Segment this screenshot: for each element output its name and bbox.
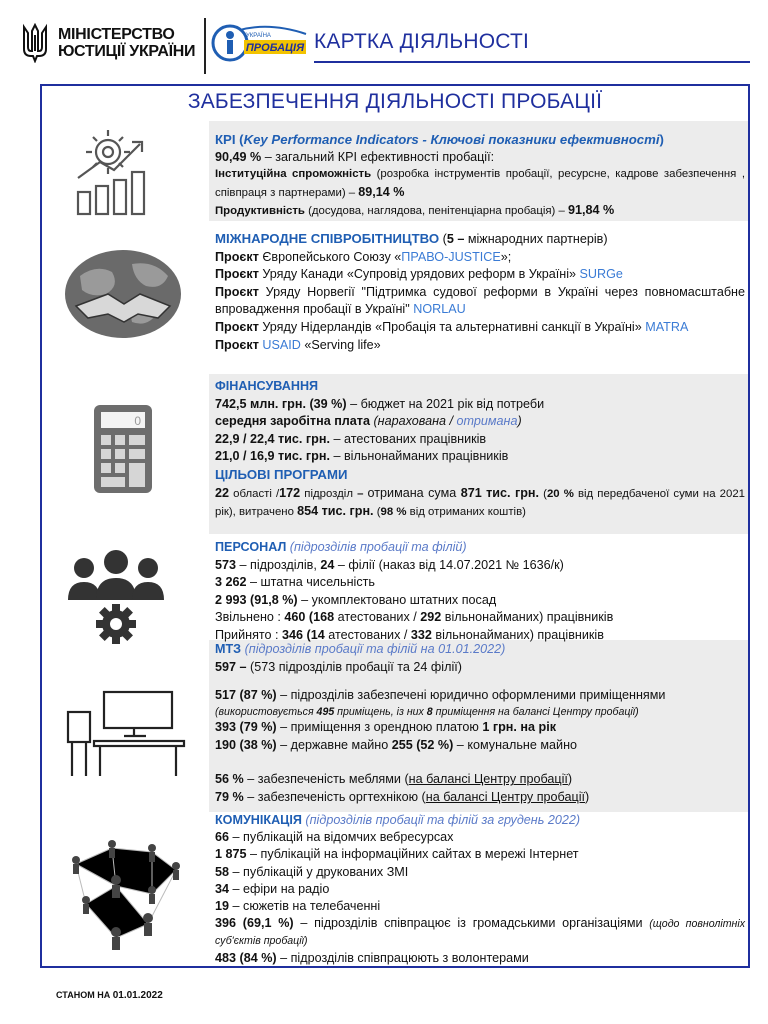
card-title: КАРТКА ДІЯЛЬНОСТІ xyxy=(314,30,530,53)
units-value: 573 xyxy=(215,557,237,572)
intl-section: МІЖНАРОДНЕ СПІВРОБІТНИЦТВО (5 – міжнародних партнерів) Проєкт Європейського Союзу «ПРАВО-JUSTICE»; Проєкт Уряду Канади «Супровід урядових реформ в Україні» SURGe Проєкт Уряду Норвегії "Підтримка судової реформи в Україні через повномасштабне впровадження пробації в Україні" NORLAU Проєкт Уряду Нідерландів «Пробація та альтернативні санкції в Україні» MATRA Проєкт USAID «Serving life» xyxy=(215,231,745,352)
budget-value: 742,5 млн. грн. (39 %) xyxy=(215,396,347,411)
kpi-section xyxy=(215,131,745,221)
project-5-name: USAID xyxy=(262,337,301,352)
print-publications-text: – публікацій у друкованих ЗМІ xyxy=(229,864,409,879)
salary-certified-value: 22,9 / 22,4 тис. грн. xyxy=(215,431,330,446)
title-underline xyxy=(314,61,750,63)
intl-count-text: міжнародних партнерів) xyxy=(464,232,608,246)
dismissed-label: Звільнено : xyxy=(215,610,285,625)
project-1-name: ПРАВО-JUSTICE xyxy=(401,249,501,264)
people-gear-icon xyxy=(64,548,168,648)
project-5-text: «Serving life» xyxy=(300,337,381,352)
dismissed-text-1: атестованих / xyxy=(334,610,421,625)
desk-computer-icon xyxy=(64,686,196,780)
project-3-label: Проєкт xyxy=(215,284,259,299)
premises-count: 495 xyxy=(316,705,335,718)
network-people-icon xyxy=(56,834,188,952)
rent-value: 393 (79 %) xyxy=(215,720,277,735)
equipment-value: 79 % xyxy=(215,790,244,805)
svg-text:0: 0 xyxy=(134,414,141,428)
globe-handshake-icon xyxy=(62,246,184,342)
mtz-section xyxy=(215,641,745,807)
hired-label: Прийнято : xyxy=(215,627,283,642)
programs-text-4: ( xyxy=(539,487,547,500)
programs-text-7: від отриманих коштів) xyxy=(406,506,526,519)
kpi-heading-b: Key Performance Indicators - Ключові показники ефективності xyxy=(243,132,660,147)
gear-chart-icon xyxy=(70,124,162,220)
municipal-property-value: 255 (52 %) xyxy=(391,737,454,752)
ministry-line-1: МІНІСТЕРСТВО xyxy=(58,26,175,43)
equipment-end: ) xyxy=(585,790,590,805)
logo-text: ПРОБАЦІЯ xyxy=(245,42,305,54)
salary-hired-value: 21,0 / 16,9 тис. грн. xyxy=(215,449,330,464)
dismissed-hired: 292 xyxy=(420,610,442,625)
equipment-text: – забезпеченість оргтехнікою ( xyxy=(243,790,426,805)
probation-logo-icon xyxy=(210,20,308,66)
radio-text: – ефіри на радіо xyxy=(229,881,330,896)
project-5-label: Проєкт xyxy=(215,337,259,352)
salary-certified-text: – атестованих працівників xyxy=(329,431,487,446)
dismissed-value: 460 (168 xyxy=(284,610,335,625)
page-header xyxy=(0,0,768,80)
internet-publications-text: – публікацій на інформаційних сайтах в мережі Інтернет xyxy=(246,847,579,862)
staff-heading: ПЕРСОНАЛ xyxy=(215,540,287,554)
rent-price: 1 грн. на рік xyxy=(482,720,556,735)
internet-publications-value: 1 875 xyxy=(215,847,247,862)
premises-balance: 8 xyxy=(426,705,433,718)
print-publications-value: 58 xyxy=(215,864,230,879)
kpi-capacity-text: (розробка інструментів пробації, ресурсне, кадрове забезпечення , співпраця з партнерами) – xyxy=(215,168,745,199)
premises-text: – підрозділів забезпечені юридично оформленими приміщеннями xyxy=(276,688,666,703)
salary-note-2: отримана xyxy=(456,414,518,429)
kpi-total-value: 90,49 % xyxy=(215,149,262,164)
programs-text-2: підрозділ xyxy=(300,487,353,500)
project-1-text: Європейського Союзу « xyxy=(258,249,402,264)
programs-dash: – xyxy=(352,487,368,500)
municipal-property-text: – комунальне майно xyxy=(453,737,578,752)
staffed-text: – укомплектовано штатних посад xyxy=(297,592,497,607)
volunteers-value: 483 (84 %) xyxy=(215,950,277,965)
main-title: ЗАБЕЗПЕЧЕННЯ ДІЯЛЬНОСТІ ПРОБАЦІЇ xyxy=(187,90,603,113)
ministry-name xyxy=(58,26,195,60)
programs-text-1: області / xyxy=(229,487,280,500)
headcount-text: – штатна чисельність xyxy=(246,575,375,590)
mtz-heading-note: (підрозділів пробації та філій на 01.01.2022) xyxy=(241,642,506,656)
budget-text: – бюджет на 2021 рік від потреби xyxy=(346,396,545,411)
ministry-line-2: ЮСТИЦІЇ УКРАЇНИ xyxy=(58,43,196,60)
salary-hired-text: – вільнонайманих працівників xyxy=(329,449,509,464)
hired-text-1: атестованих / xyxy=(324,627,411,642)
programs-received: 871 тис. грн. xyxy=(460,485,540,500)
kpi-capacity-value: 89,14 % xyxy=(358,184,405,199)
staff-section xyxy=(215,539,745,645)
footer-label: СТАНОМ НА xyxy=(56,990,113,1000)
project-2-name: SURGe xyxy=(579,267,623,282)
tv-value: 19 xyxy=(215,899,230,914)
furniture-note: на балансі Центру пробації xyxy=(408,772,568,787)
kpi-total-text: – загальний КРІ ефективності пробації: xyxy=(261,149,495,164)
intl-heading: МІЖНАРОДНЕ СПІВРОБІТНИЦТВО xyxy=(215,231,440,246)
furniture-end: ) xyxy=(567,772,573,787)
calculator-icon xyxy=(92,403,154,495)
finance-heading: ФІНАНСУВАННЯ xyxy=(215,379,319,393)
project-2-label: Проєкт xyxy=(215,267,259,282)
branches-value: 24 xyxy=(320,557,335,572)
project-4-label: Проєкт xyxy=(215,319,259,334)
premises-value: 517 (87 %) xyxy=(215,688,277,703)
state-property-text: – державне майно xyxy=(276,737,392,752)
comm-section xyxy=(215,812,745,967)
footer-date-value: 01.01.2022 xyxy=(112,990,163,1001)
finance-section xyxy=(215,378,745,522)
mtz-total-value: 597 – xyxy=(215,659,247,674)
hired-text-2: вільнонайманих) працівників xyxy=(431,627,604,642)
programs-units: 172 xyxy=(279,485,301,500)
programs-percent: 20 % xyxy=(546,487,574,500)
dismissed-text-2: вільнонайманих) працівників xyxy=(441,610,614,625)
logo-small-text: УКРАЇНА xyxy=(246,33,271,39)
programs-heading: ЦІЛЬОВІ ПРОГРАМИ xyxy=(215,466,348,482)
mtz-heading: МТЗ xyxy=(215,642,242,656)
kpi-productivity-label: Продуктивність xyxy=(215,205,305,218)
programs-text-6: ( xyxy=(373,506,381,519)
furniture-text: – забезпеченість меблями ( xyxy=(243,772,409,787)
programs-text-3: отримана сума xyxy=(367,485,461,500)
intl-count: 5 – xyxy=(446,232,465,246)
kpi-heading-c: ) xyxy=(659,132,664,147)
footer-date xyxy=(56,990,163,1001)
hired-hired: 332 xyxy=(410,627,432,642)
project-4-text: Уряду Нідерландів «Пробація та альтернативні санкції в Україні» xyxy=(258,319,646,334)
kpi-heading-a: КРІ ( xyxy=(215,132,244,147)
salary-note: (нарахована / xyxy=(369,414,457,429)
project-2-text: Уряду Канади «Супровід урядових реформ в Україні» xyxy=(258,267,580,282)
project-3-name: NORLAU xyxy=(413,302,466,317)
rent-text: – приміщення з орендною платою xyxy=(276,720,483,735)
ngo-text: – підрозділів співпрацює із громадськими організаціями xyxy=(293,916,650,931)
programs-regions: 22 xyxy=(215,485,230,500)
web-publications-value: 66 xyxy=(215,830,230,845)
state-property-value: 190 (38 %) xyxy=(215,737,277,752)
salary-label: середня заробітна плата xyxy=(215,414,370,429)
ngo-value: 396 (69,1 %) xyxy=(215,916,294,931)
staff-heading-note: (підрозділів пробації та філій) xyxy=(286,540,467,554)
web-publications-text: – публікацій на відомчих вебресурсах xyxy=(229,830,454,845)
mtz-total-text: (573 підрозділів пробації та 24 філії) xyxy=(246,659,462,674)
equipment-note: на балансі Центру пробації xyxy=(425,790,585,805)
project-1-end: »; xyxy=(500,249,512,264)
kpi-productivity-value: 91,84 % xyxy=(568,203,615,218)
volunteers-text: – підрозділів співпрацюють з волонтерами xyxy=(276,950,529,965)
project-3-text: Уряду Норвегії "Підтримка судової реформи в Україні через повномасштабне впровадження пробації в Україні" xyxy=(215,284,745,317)
programs-spent-percent: 98 % xyxy=(380,506,407,519)
hired-value: 346 (14 xyxy=(282,627,325,642)
programs-spent: 854 тис. грн. xyxy=(297,504,374,519)
trident-emblem-icon xyxy=(20,23,50,63)
premises-note-3: приміщення на балансі Центру пробації) xyxy=(432,705,639,718)
premises-note-1: (використовується xyxy=(215,705,317,718)
radio-value: 34 xyxy=(215,881,230,896)
units-text: – підрозділів, xyxy=(236,557,321,572)
project-1-label: Проєкт xyxy=(215,249,259,264)
header-divider xyxy=(204,18,206,74)
tv-text: – сюжетів на телебаченні xyxy=(229,899,381,914)
programs-text-5: від передбаченої суми на 2021 рік), витрачено xyxy=(215,487,746,519)
headcount-value: 3 262 xyxy=(215,575,247,590)
comm-heading-note: (підрозділів пробації та філій за грудень 2022) xyxy=(301,813,581,827)
premises-note-2: приміщень, із них xyxy=(334,705,427,718)
ngo-note: (щодо повнолітніх суб'єктів пробації) xyxy=(215,918,746,948)
kpi-productivity-text: (досудова, наглядова, пенітенціарна пробація) – xyxy=(304,205,569,218)
branches-text: – філії (наказ від 14.07.2021 № 1636/к) xyxy=(334,557,564,572)
project-4-name: MATRA xyxy=(645,319,689,334)
furniture-value: 56 % xyxy=(215,772,244,787)
kpi-capacity-label: Інституційна спроможність xyxy=(215,168,372,181)
salary-note-3: ) xyxy=(517,414,522,429)
staffed-value: 2 993 (91,8 %) xyxy=(215,592,298,607)
comm-heading: КОМУНІКАЦІЯ xyxy=(215,813,302,827)
